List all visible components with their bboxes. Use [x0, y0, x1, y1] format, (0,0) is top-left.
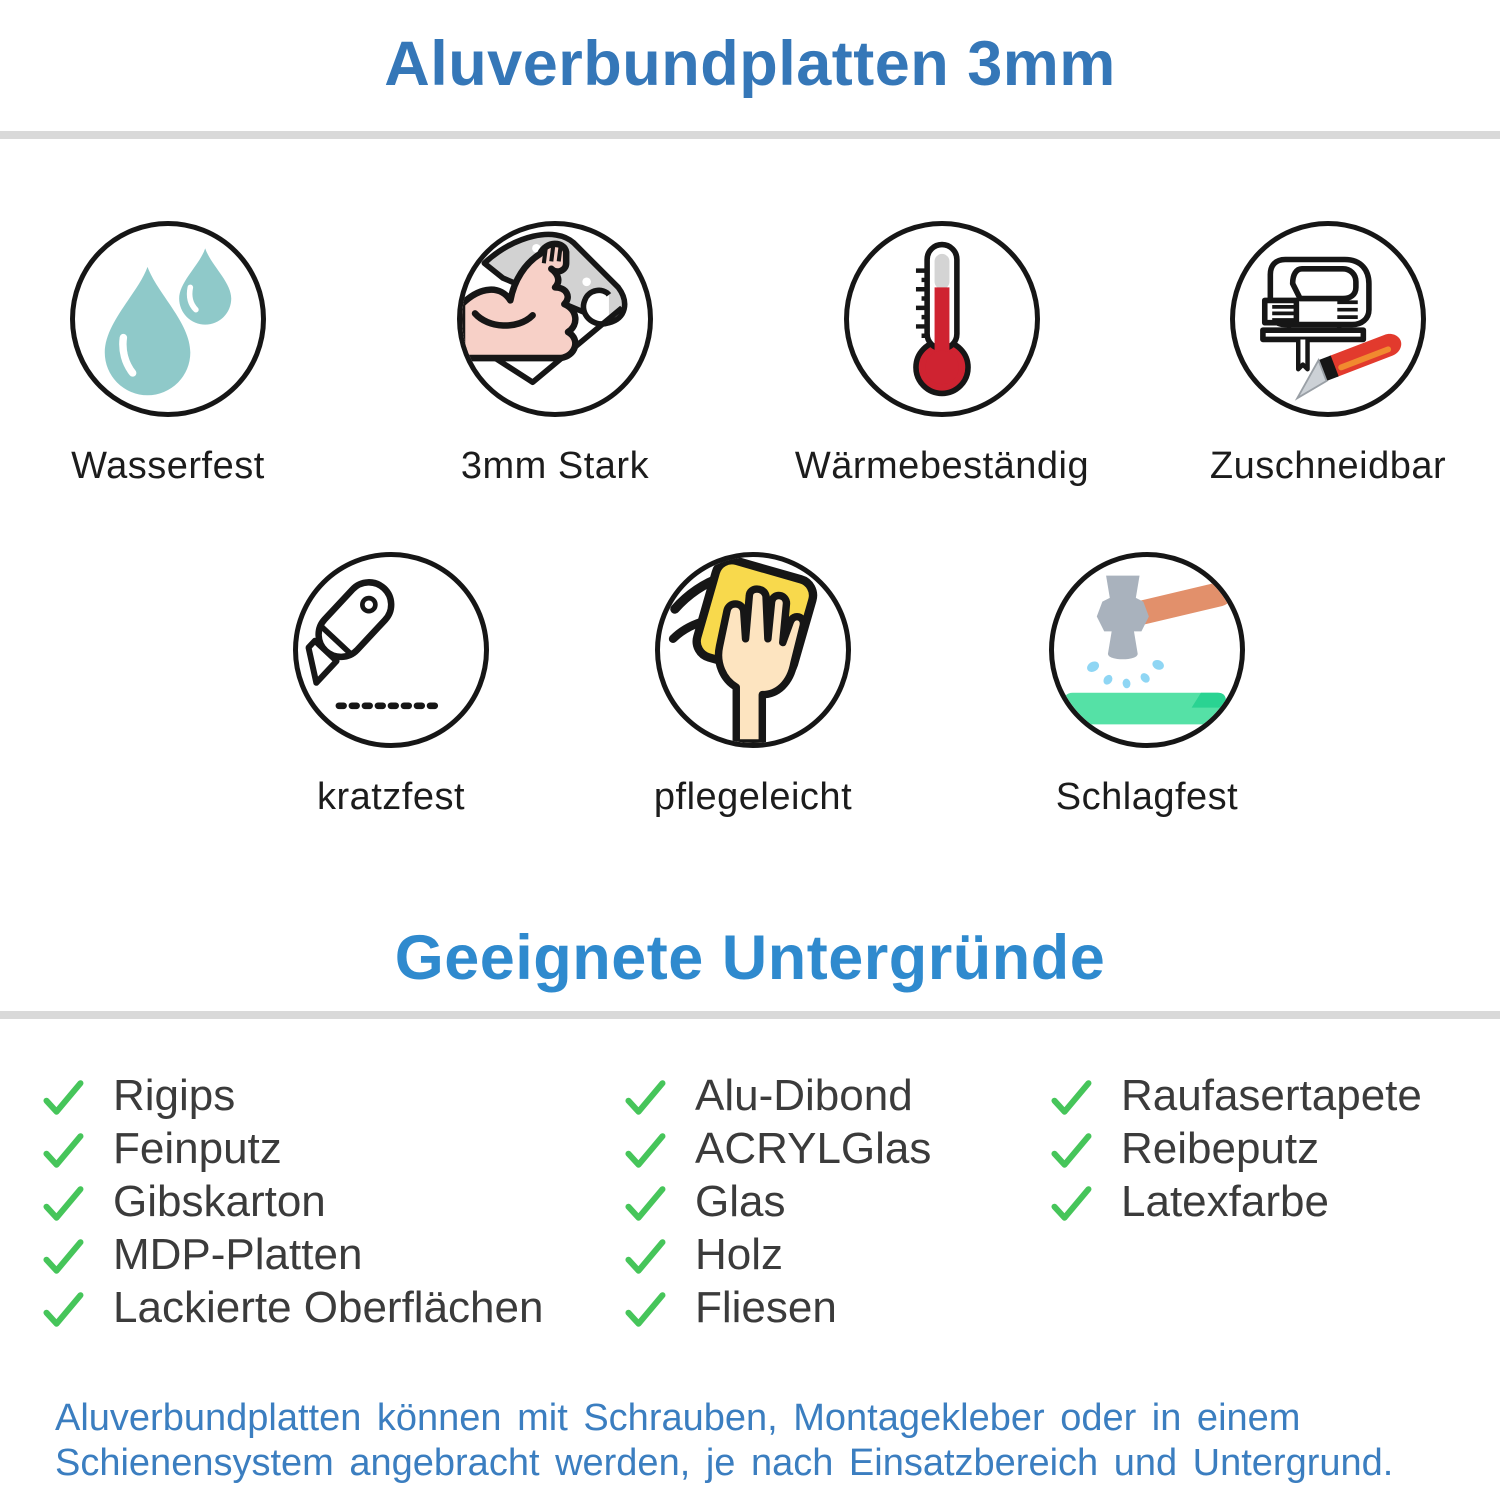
- check-icon: [40, 1233, 86, 1279]
- feature-circle: [293, 552, 489, 748]
- substrate-column-1: [40, 1070, 543, 1335]
- list-item-label: Glas: [695, 1177, 786, 1226]
- feature-circle: [457, 221, 653, 417]
- list-item-label: ACRYLGlas: [695, 1124, 932, 1173]
- list-item-label: Feinputz: [113, 1124, 282, 1173]
- list-item-label: Rigips: [113, 1071, 236, 1120]
- list-item: [1048, 1070, 1422, 1123]
- list-item: [40, 1176, 543, 1229]
- list-item-label: Raufasertapete: [1121, 1071, 1422, 1120]
- list-item-label: Reibeputz: [1121, 1124, 1320, 1173]
- list-item-label: MDP-Platten: [113, 1230, 363, 1279]
- feature-circle: [1049, 552, 1245, 748]
- jigsaw-cutter-icon: [1235, 226, 1421, 412]
- feature-waermebestaendig: [772, 221, 1112, 488]
- check-icon: [40, 1286, 86, 1332]
- list-item: [1048, 1176, 1422, 1229]
- strong-arm-panel-icon: [462, 226, 648, 412]
- feature-zuschneidbar: [1158, 221, 1498, 488]
- list-item-label: Holz: [695, 1230, 784, 1279]
- list-item: [622, 1123, 931, 1176]
- check-icon: [622, 1286, 668, 1332]
- list-item-label: Alu-Dibond: [695, 1071, 913, 1120]
- feature-label: kratzfest: [316, 776, 466, 818]
- check-icon: [40, 1074, 86, 1120]
- feature-label: Schlagfest: [1055, 776, 1239, 818]
- list-item: [40, 1282, 543, 1335]
- feature-label: Wärmebeständig: [794, 445, 1090, 487]
- check-icon: [622, 1074, 668, 1120]
- list-item: [622, 1176, 931, 1229]
- list-item-label: Latexfarbe: [1121, 1177, 1329, 1226]
- check-icon: [622, 1233, 668, 1279]
- list-item: [40, 1123, 543, 1176]
- mounting-note-line2: Schienensystem angebracht werden, je nach Einsatzbereich und Untergrund.: [55, 1442, 1394, 1484]
- list-item: [40, 1070, 543, 1123]
- check-icon: [40, 1180, 86, 1226]
- feature-circle: [1230, 221, 1426, 417]
- feature-circle: [655, 552, 851, 748]
- utility-knife-icon: [298, 557, 484, 743]
- check-icon: [1048, 1127, 1094, 1173]
- feature-label: Wasserfest: [71, 445, 265, 487]
- check-icon: [622, 1180, 668, 1226]
- cleaning-hand-icon: [660, 557, 846, 743]
- divider-middle: [0, 1011, 1500, 1019]
- water-drops-icon: [75, 226, 261, 412]
- list-item: [622, 1229, 931, 1282]
- mounting-note: [55, 1396, 1455, 1486]
- check-icon: [622, 1127, 668, 1173]
- hammer-impact-icon: [1054, 557, 1240, 743]
- thermometer-icon: [849, 226, 1035, 412]
- feature-circle: [70, 221, 266, 417]
- feature-circle: [844, 221, 1040, 417]
- list-item: [40, 1229, 543, 1282]
- mounting-note-line1: Aluverbundplatten können mit Schrauben, Montagekleber oder in einem: [55, 1397, 1301, 1439]
- feature-label: Zuschneidbar: [1209, 445, 1447, 487]
- feature-label: 3mm Stark: [460, 445, 650, 487]
- feature-schlagfest: [977, 552, 1317, 819]
- list-item-label: Gibskarton: [113, 1177, 326, 1226]
- section-title-untergruende: Geeignete Untergründe: [394, 923, 1106, 993]
- divider-top: [0, 131, 1500, 139]
- list-item: [622, 1070, 931, 1123]
- feature-wasserfest: [0, 221, 338, 488]
- list-item-label: Fliesen: [695, 1283, 837, 1332]
- feature-3mm-stark: [385, 221, 725, 488]
- check-icon: [1048, 1180, 1094, 1226]
- check-icon: [40, 1127, 86, 1173]
- substrate-column-2: [622, 1070, 931, 1335]
- feature-label: pflegeleicht: [653, 776, 853, 818]
- feature-kratzfest: [221, 552, 561, 819]
- check-icon: [1048, 1074, 1094, 1120]
- page-title: Aluverbundplatten 3mm: [384, 29, 1116, 99]
- feature-pflegeleicht: [583, 552, 923, 819]
- list-item: [622, 1282, 931, 1335]
- list-item: [1048, 1123, 1422, 1176]
- substrate-column-3: [1048, 1070, 1422, 1229]
- list-item-label: Lackierte Oberflächen: [113, 1283, 544, 1332]
